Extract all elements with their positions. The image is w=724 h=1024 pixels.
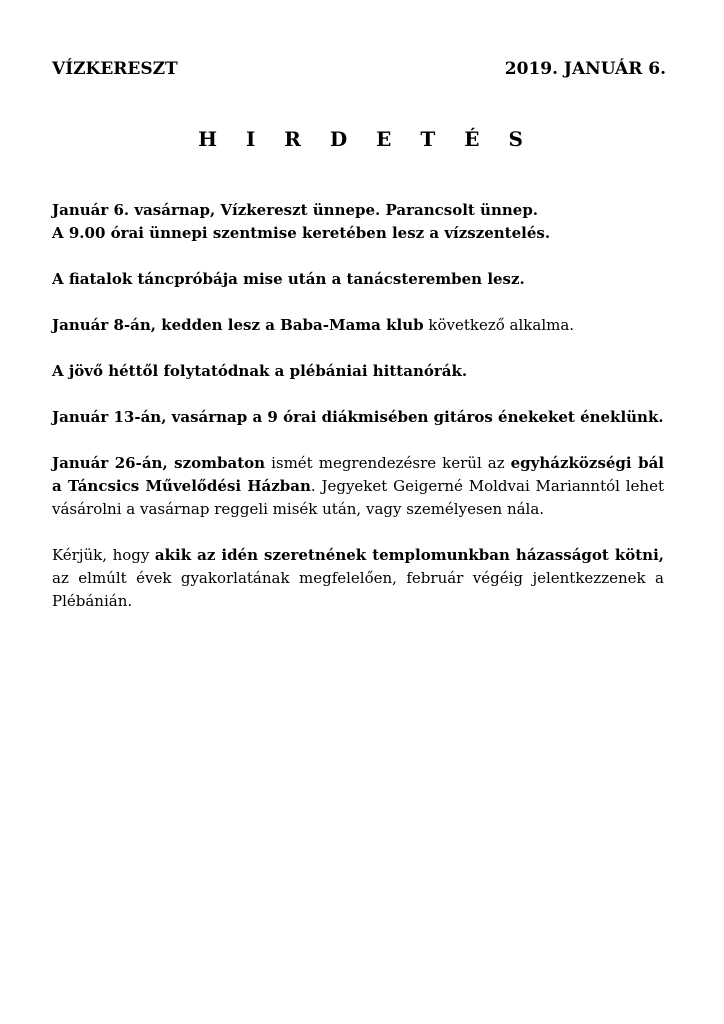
announcement-epiphany-line1: Január 6. vasárnap, Vízkereszt ünnepe. Parancsolt ünnep. [52, 201, 539, 219]
feast-name: VÍZKERESZT [52, 59, 178, 79]
baby-club-normal: következő alkalma. [423, 316, 575, 334]
parish-ball-text2: . Jegyeket Geigerné Moldvai Marianntól lehet vásárolni a vasárnap reggeli misék után, vagy személyesen nála. [52, 477, 664, 518]
marriage-bold: akik az idén szeretnének templomunkban házasságot kötni, [154, 546, 664, 564]
announcement-catechesis: A jövő héttől folytatódnak a plébániai hittanórák. [52, 362, 468, 380]
announcement-guitar-mass: Január 13-án, vasárnap a 9 órai diákmisében gitáros énekeket éneklünk. [52, 408, 664, 426]
parish-ball-date: Január 26-án, szombaton [52, 454, 266, 472]
announcement-dance-rehearsal: A fiatalok táncpróbája mise után a tanácsteremben lesz. [52, 270, 525, 288]
announcement-epiphany-line2: A 9.00 órai ünnepi szentmise keretében lesz a vízszentelés. [52, 224, 551, 242]
announcements-body [52, 199, 664, 636]
document-date: 2019. JANUÁR 6. [504, 59, 666, 79]
parish-ball-event: egyházközségi bál a Táncsics Művelődési Házban [52, 454, 665, 495]
announcement-epiphany [52, 199, 664, 245]
marriage-text1: Kérjük, hogy [52, 546, 155, 564]
page-title: H I R D E T É S [198, 127, 534, 151]
announcement-marriage [52, 544, 664, 613]
baby-club-bold: Január 8-án, kedden lesz a Baba-Mama klub [52, 316, 424, 334]
announcement-parish-ball [52, 452, 664, 521]
marriage-text2: az elmúlt évek gyakorlatának megfelelően, február végéig jelentkezzenek a Plébánián. [52, 569, 664, 610]
announcement-baby-club [52, 314, 664, 337]
parish-ball-text1: ismét megrendezésre kerül az [265, 454, 511, 472]
